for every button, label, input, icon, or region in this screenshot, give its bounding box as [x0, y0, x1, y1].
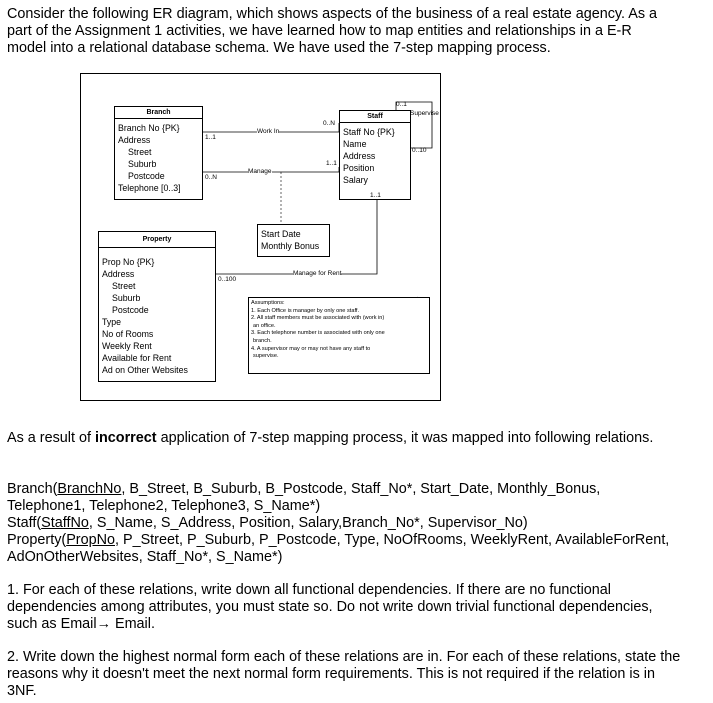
intro-line: part of the Assignment 1 activities, we have learned how to map entities and relationships in a E-R	[7, 23, 632, 39]
property-sub-attr: Street	[112, 281, 136, 291]
property-attr: Ad on Other Websites	[102, 365, 188, 375]
staff-attr: Position	[343, 163, 375, 173]
property-attr: Weekly Rent	[102, 341, 152, 351]
question-1-line: such as Email→ Email.	[7, 616, 155, 632]
property-attr: No of Rooms	[102, 329, 154, 339]
property-title: Property	[99, 232, 215, 248]
question-2-line: reasons why it doesn't meet the next normal form requirements. This is not required if the relation is in	[7, 666, 655, 682]
relation-attrs: , S_Name, S_Address, Position, Salary,Branch_No*, Supervisor_No)	[88, 515, 528, 531]
question-2	[7, 649, 680, 700]
property-sub-attr: Suburb	[112, 293, 141, 303]
note-line: 3. Each telephone number is associated with only one	[251, 330, 385, 337]
property-attr: Address	[102, 269, 135, 279]
relation-name: Staff(	[7, 515, 42, 531]
note-line: Assumptions:	[251, 300, 285, 306]
question-1-line: 1. For each of these relations, write down all functional dependencies. If there are no functional	[7, 582, 611, 598]
staff-attr: Salary	[343, 175, 368, 185]
property-sub-attr: Postcode	[112, 305, 149, 315]
result-pre: As a result of	[7, 430, 95, 446]
relation-name: Branch(	[7, 481, 58, 497]
intro-line: Consider the following ER diagram, which shows aspects of the business of a real estate agency. As a	[7, 6, 658, 22]
intro-paragraph	[7, 6, 657, 57]
branch-attr: Branch No {PK}	[118, 123, 180, 133]
cardinality-property-rent: 0..100	[218, 276, 237, 283]
cardinality-staff-manage: 1..1	[326, 160, 337, 167]
cardinality-branch-work: 1..1	[205, 134, 216, 141]
cardinality-branch-manage: 0..N	[205, 174, 217, 181]
relation-branch-line1	[7, 481, 669, 498]
relation-key: StaffNo	[41, 515, 89, 531]
relation-key: BranchNo	[57, 481, 122, 497]
staff-entity	[339, 110, 411, 200]
supervise-label: Supervise	[410, 110, 439, 117]
cardinality-staff-work: 0..N	[323, 120, 335, 127]
branch-attr: Address	[118, 135, 151, 145]
note-line: 2. All staff members must be associated with (work in)	[251, 315, 385, 322]
branch-attr: Telephone [0..3]	[118, 183, 181, 193]
intro-line: model into a relational database schema. We have used the 7-step mapping process.	[7, 40, 551, 56]
relations-block	[7, 481, 669, 566]
relation-branch-line2: Telephone1, Telephone2, Telephone3, S_Name*)	[7, 498, 321, 514]
er-diagram	[80, 73, 441, 401]
note-line: supervise.	[253, 353, 279, 360]
assumptions-note	[248, 297, 430, 374]
branch-entity	[114, 106, 203, 200]
branch-sub-attr: Suburb	[128, 159, 157, 169]
property-attr: Prop No {PK}	[102, 257, 155, 267]
question-1	[7, 582, 653, 633]
association-class	[257, 224, 330, 257]
monthly-bonus-attr: Monthly Bonus	[261, 241, 320, 251]
note-line: branch.	[253, 337, 272, 344]
staff-attr: Staff No {PK}	[343, 127, 395, 137]
relation-staff-line	[7, 515, 669, 532]
note-line: 4. A supervisor may or may not have any staff to	[251, 345, 371, 352]
cardinality-staff-top: 0..1	[396, 101, 407, 108]
cardinality-staff-right: 0..10	[412, 147, 427, 154]
staff-attr: Address	[343, 151, 376, 161]
result-sentence	[7, 430, 653, 447]
property-attr: Type	[102, 317, 122, 327]
relation-key: PropNo	[66, 532, 115, 548]
result-post: application of 7-step mapping process, it was mapped into following relations.	[156, 430, 654, 446]
cardinality-staff-bottom: 1..1	[370, 192, 381, 199]
relation-property-line2: AdOnOtherWebsites, Staff_No*, S_Name*)	[7, 549, 283, 565]
staff-title: Staff	[340, 111, 410, 123]
result-bold: incorrect	[94, 430, 157, 446]
question-2-line: 3NF.	[7, 683, 37, 699]
start-date-attr: Start Date	[261, 229, 301, 239]
relation-attrs: , P_Street, P_Suburb, P_Postcode, Type, NoOfRooms, WeeklyRent, AvailableForRent,	[114, 532, 670, 548]
property-attr: Available for Rent	[102, 353, 172, 363]
question-2-line: 2. Write down the highest normal form each of these relations are in. For each of these relations, state the	[7, 649, 681, 665]
work-in-label: Work In	[257, 128, 280, 135]
manage-label: Manage	[248, 168, 272, 175]
branch-title: Branch	[115, 107, 202, 119]
property-entity	[98, 231, 216, 382]
note-line: 1. Each Office is manager by only one staff.	[251, 307, 359, 314]
staff-attr: Name	[343, 139, 367, 149]
branch-sub-attr: Postcode	[128, 171, 165, 181]
note-line: an office.	[253, 322, 276, 329]
branch-sub-attr: Street	[128, 147, 152, 157]
relation-property-line1	[7, 532, 669, 549]
relation-attrs: , B_Street, B_Suburb, B_Postcode, Staff_No*, Start_Date, Monthly_Bonus,	[121, 481, 601, 497]
question-1-line: dependencies among attributes, you must state so. Do not write down trivial functional dependencies,	[7, 599, 653, 615]
relation-name: Property(	[7, 532, 67, 548]
manage-for-rent-label: Manage for Rent	[293, 270, 342, 277]
